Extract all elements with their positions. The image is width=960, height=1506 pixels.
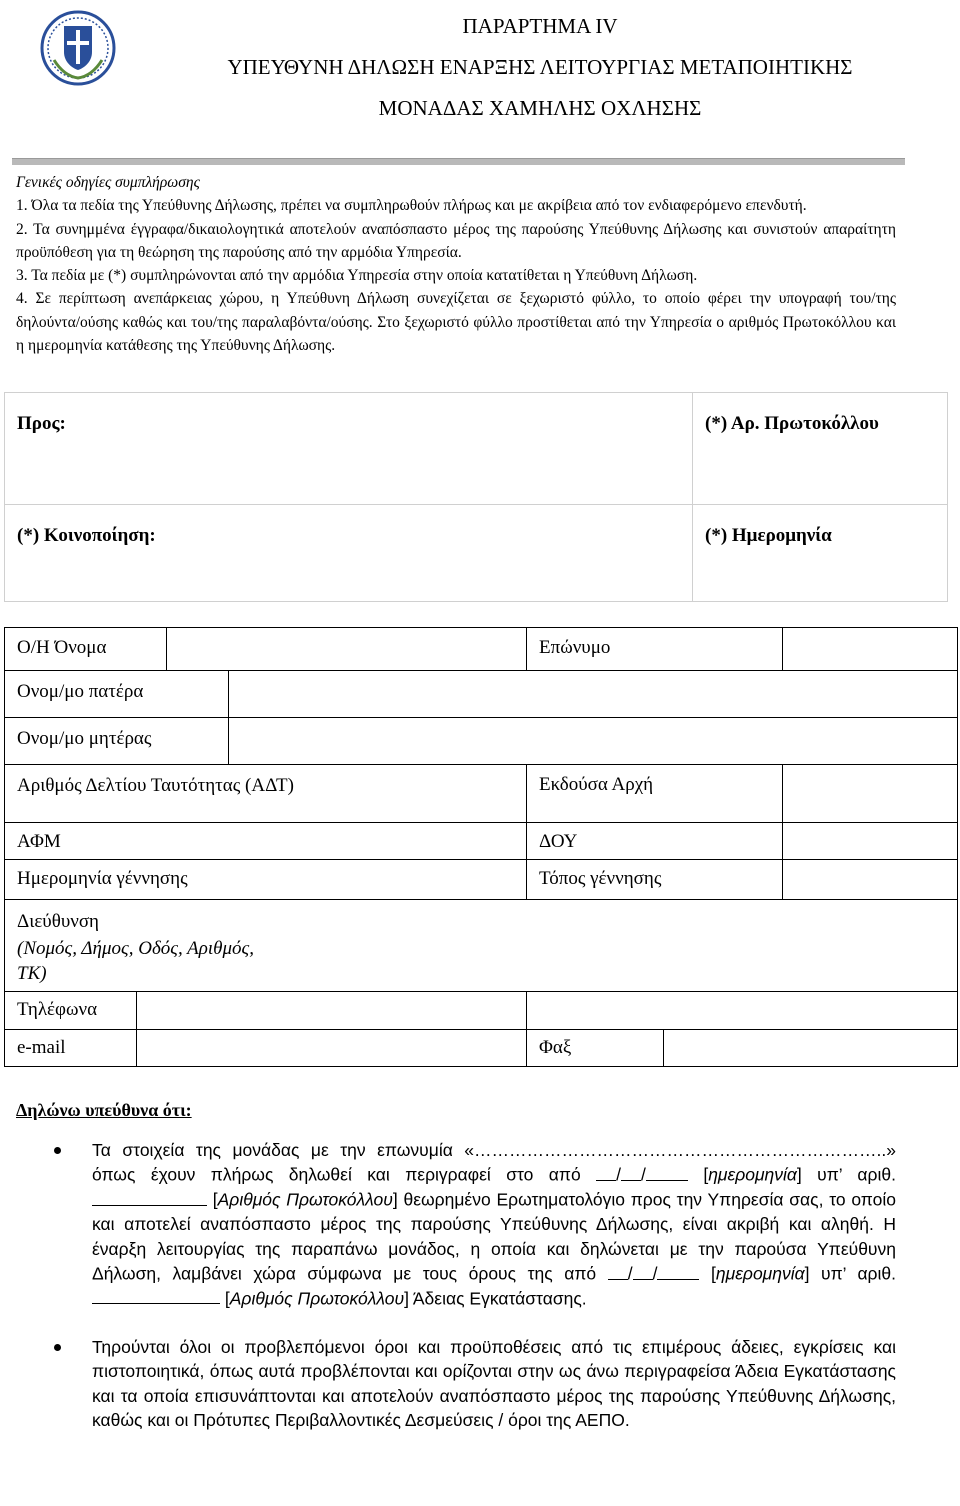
instruction-item: 4. Σε περίπτωση ανεπάρκειας χώρου, η Υπεύθυνη Δήλωση συνεχίζεται σε ξεχωριστό φύλλο, το οποίο φέρει την υπογραφή του/της δηλούντα/ούσης καθώς και του/της παραλαβόντα/ούσης. Στο ξεχωριστό φύλλο προστίθεται από την Υπηρεσία ο αριθμός Πρωτοκόλλου και η ημερομηνία κατάθεσης της Υπεύθυνης Δήλωσης. bbox=[16, 290, 896, 355]
father-name-input[interactable] bbox=[229, 671, 958, 718]
surname-input[interactable] bbox=[783, 628, 958, 671]
to-field[interactable] bbox=[5, 393, 693, 505]
issuing-authority-input[interactable] bbox=[783, 765, 958, 823]
declaration-item: Τα στοιχεία της μονάδας με την επωνυμία «……………………………………………………………..» όπως έχουν πλήρως δηλωθεί και περιγραφεί στο από / / [ημερομηνία] υπ’ αριθ. [Αριθμός Πρωτοκόλλου] θεωρημένο Ερωτηματολόγιο προς την Υπηρεσία σας, το οποίο και αποτελεί αναπόσπαστο μέρος της παρούσης Υπεύθυνης Δήλωσης, είναι ακριβή και αληθή. Η έναρξη λειτουργίας της παραπάνω μονάδος, η οποία και δηλώνεται με την παρούσα Υπεύθυνη Δήλωση, λαμβάνει χώρα σύμφωνα με τους όρους της από / / [ημερομηνία] υπ’ αριθ. [Αριθμός Πρωτοκόλλου] Άδειας Εγκατάστασης. bbox=[54, 1138, 896, 1311]
to-label: Προς: bbox=[17, 413, 66, 434]
email-label: e-mail bbox=[17, 1037, 66, 1058]
email-input[interactable] bbox=[137, 1030, 527, 1067]
fax-input[interactable] bbox=[664, 1030, 958, 1067]
instruction-item: 3. Τα πεδία με (*) συμπληρώνονται από την αρμόδια Υπηρεσία στην οποία κατατίθεται η Υπεύθυνη Δήλωση. bbox=[16, 267, 698, 285]
father-name-label: Ονομ/μο πατέρα bbox=[17, 681, 144, 702]
year-blank[interactable] bbox=[657, 1261, 699, 1280]
greek-coat-of-arms-icon bbox=[40, 8, 116, 88]
month-blank[interactable] bbox=[633, 1261, 653, 1280]
declaration-heading: Δηλώνω υπεύθυνα ότι: bbox=[16, 1100, 192, 1120]
birth-place-input[interactable] bbox=[783, 860, 958, 900]
instructions bbox=[16, 171, 896, 357]
address-note: (Νομός, Δήμος, Οδός, Αριθμός, ΤΚ) bbox=[17, 938, 254, 984]
birth-place-label: Τόπος γέννησης bbox=[539, 868, 662, 889]
address-field[interactable] bbox=[5, 900, 958, 992]
day-blank[interactable] bbox=[596, 1162, 616, 1181]
protocol-blank[interactable] bbox=[92, 1187, 207, 1206]
protocol-number-label: (*) Αρ. Πρωτοκόλλου bbox=[705, 413, 879, 434]
protocol-number-field[interactable] bbox=[693, 393, 948, 505]
year-blank[interactable] bbox=[646, 1162, 688, 1181]
surname-label: Επώνυμο bbox=[539, 637, 611, 658]
phones-input-extra[interactable] bbox=[527, 992, 958, 1030]
month-blank[interactable] bbox=[621, 1162, 641, 1181]
protocol-blank[interactable] bbox=[92, 1286, 220, 1305]
bullet-icon bbox=[54, 1344, 61, 1351]
first-name-input[interactable] bbox=[167, 628, 527, 671]
mother-name-input[interactable] bbox=[229, 718, 958, 765]
issuing-authority-label: Εκδούσα Αρχή bbox=[539, 774, 654, 795]
fax-label: Φαξ bbox=[539, 1037, 572, 1058]
address-label: Διεύθυνση bbox=[17, 911, 99, 932]
form-title-line-1: ΥΠΕΥΘΥΝΗ ΔΗΛΩΣΗ ΕΝΑΡΞΗΣ ΛΕΙΤΟΥΡΓΙΑΣ ΜΕΤΑΠΟΙΗΤΙΚΗΣ bbox=[227, 55, 853, 79]
mother-name-label: Ονομ/μο μητέρας bbox=[17, 728, 152, 749]
birth-date-label: Ημερομηνία γέννησης bbox=[17, 868, 188, 889]
header-divider bbox=[12, 158, 905, 165]
instruction-item: 2. Τα συνημμένα έγγραφα/δικαιολογητικά αποτελούν αναπόσπαστο μέρος της παρούσης Υπεύθυνης Δήλωσης και συνιστούν απαραίτητη προϋπόθεση για τη θεώρηση της παρούσης από την αρμόδια Υπηρεσία. bbox=[16, 220, 896, 261]
day-blank[interactable] bbox=[608, 1261, 628, 1280]
id-number-label: Αριθμός Δελτίου Ταυτότητας (ΑΔΤ) bbox=[17, 775, 294, 796]
date-label: (*) Ημερομηνία bbox=[705, 525, 832, 546]
afm-label: ΑΦΜ bbox=[17, 831, 61, 852]
phones-label: Τηλέφωνα bbox=[17, 999, 98, 1020]
notification-label: (*) Κοινοποίηση: bbox=[17, 525, 156, 546]
phones-input[interactable] bbox=[137, 992, 527, 1030]
form-title-line-2: ΜΟΝΑΔΑΣ ΧΑΜΗΛΗΣ ΟΧΛΗΣΗΣ bbox=[378, 96, 702, 120]
first-name-label: Ο/Η Όνομα bbox=[17, 637, 107, 658]
date-field[interactable] bbox=[693, 505, 948, 602]
personal-details bbox=[4, 627, 958, 1067]
doy-label: ΔΟΥ bbox=[539, 831, 578, 852]
bullet-icon bbox=[54, 1147, 61, 1154]
declaration-list bbox=[54, 1138, 896, 1432]
declaration-item: Τηρούνται όλοι οι προβλεπόμενοι όροι και προϋποθέσεις από τις επιμέρους άδειες, εγκρίσεις και πιστοποιητικά, όπως αυτά προβλέπονται και ορίζονται στην ως άνω περιγραφείσα Άδεια Εγκατάστασης και τα οποία επισυνάπτονται και αποτελούν αναπόσπαστο μέρος της παρούσης Υπεύθυνης Δήλωσης, καθώς και οι Πρότυπες Περιβαλλοντικές Δεσμεύσεις / όροι της ΑΕΠΟ. bbox=[54, 1335, 896, 1433]
doy-input[interactable] bbox=[783, 823, 958, 860]
notification-field[interactable] bbox=[5, 505, 693, 602]
instruction-item: 1. Όλα τα πεδία της Υπεύθυνης Δήλωσης, πρέπει να συμπληρωθούν πλήρως και με ακρίβεια από τον ενδιαφερόμενο επενδυτή. bbox=[16, 197, 807, 215]
admin-box bbox=[4, 392, 948, 602]
annex-title: ΠΑΡΑΡΤΗΜΑ IV bbox=[462, 14, 618, 38]
instructions-heading: Γενικές οδηγίες συμπλήρωσης bbox=[16, 174, 200, 191]
